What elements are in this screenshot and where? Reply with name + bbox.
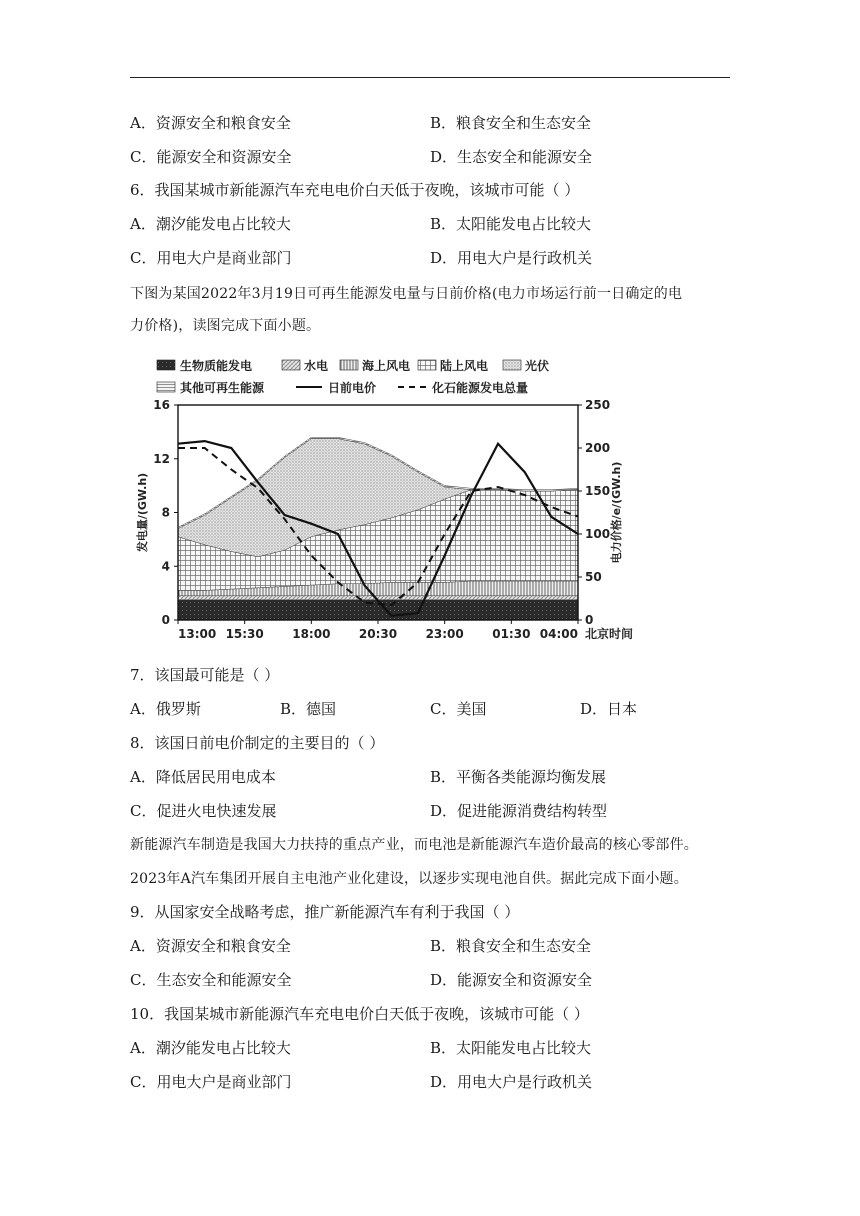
intro1-line2: 力价格)，读图完成下面小题。	[130, 318, 321, 334]
legend-swatch-offshore	[340, 360, 358, 370]
q6-option-a[interactable]: A．潮汐能发电占比较大	[130, 215, 291, 233]
x-tick-label: 13:00	[178, 627, 217, 641]
legend-label-offshore: 海上风电	[362, 359, 411, 373]
x-tick-label: 15:30	[225, 627, 264, 641]
legend-swatch-hydro	[282, 360, 300, 370]
q9-stem: 9．从国家安全战略考虑，推广新能源汽车有利于我国（ ）	[130, 903, 520, 921]
q5-option-d[interactable]: D．生态安全和能源安全	[430, 148, 593, 166]
y-left-tick-label: 0	[161, 613, 170, 627]
legend-swatch-biomass	[157, 360, 175, 370]
q6-options-row1	[130, 213, 730, 235]
y-right-tick-label: 50	[585, 570, 602, 584]
q10-stem: 10．我国某城市新能源汽车充电电价白天低于夜晚，该城市可能（ ）	[130, 1005, 589, 1023]
y-right-tick-label: 250	[585, 398, 611, 412]
x-tick-label: 04:00	[539, 627, 578, 641]
y-right-tick-label: 200	[585, 441, 611, 455]
x-tick-label: 20:30	[358, 627, 398, 641]
y-left-tick-label: 12	[153, 451, 170, 466]
header-rule	[130, 77, 730, 78]
intro1-line1: 下图为某国2022年3月19日可再生能源发电量与日前价格(电力市场运行前一日确定的电	[130, 286, 683, 302]
q9-option-d[interactable]: D．能源安全和资源安全	[430, 971, 593, 989]
intro2-line2: 2023年A汽车集团开展自主电池产业化建设，以逐步实现电池自供。据此完成下面小题。	[130, 871, 688, 887]
area-biomass	[178, 600, 578, 620]
x-axis-label: 北京时间	[585, 627, 634, 641]
q10-option-a[interactable]: A．潮汐能发电占比较大	[130, 1039, 291, 1057]
legend-label-pv: 光伏	[525, 359, 550, 373]
y-left-tick-label: 16	[153, 398, 170, 412]
q5-option-b[interactable]: B．粮食安全和生态安全	[430, 114, 592, 132]
y-axis-right-label: 电力价格/e/(GW.h)	[610, 461, 623, 564]
legend-swatch-onshore	[418, 360, 436, 370]
legend-label-fossil: 化石能源发电总量	[432, 381, 529, 395]
q5-options-row1	[130, 112, 730, 134]
q9-options-row2	[130, 969, 730, 991]
q7-option-c[interactable]: C．美国	[430, 700, 487, 718]
y-right-tick-label: 0	[585, 613, 594, 627]
q10-options-row1	[130, 1037, 730, 1059]
x-tick-label: 18:00	[292, 627, 331, 641]
q5-options-row2	[130, 146, 730, 168]
q6-option-d[interactable]: D．用电大户是行政机关	[430, 249, 593, 267]
q5-option-a[interactable]: A．资源安全和粮食安全	[130, 114, 291, 132]
q10-option-b[interactable]: B．太阳能发电占比较大	[430, 1039, 592, 1057]
legend-label-onshore: 陆上风电	[440, 359, 489, 373]
chart-legend	[157, 358, 549, 395]
x-tick-label: 23:00	[425, 627, 464, 641]
q8-option-d[interactable]: D．促进能源消费结构转型	[430, 802, 608, 820]
y-left-tick-label: 8	[161, 505, 170, 520]
legend-label-other: 其他可再生能源	[180, 381, 265, 395]
y-left-tick-label: 4	[161, 559, 170, 574]
q7-stem: 7．该国最可能是（ ）	[130, 666, 280, 684]
q8-options-row1	[130, 766, 730, 788]
q8-stem: 8．该国日前电价制定的主要目的（ ）	[130, 734, 385, 752]
x-tick-label: 01:30	[492, 627, 531, 641]
legend-label-hydro: 水电	[304, 359, 329, 373]
y-right-tick-label: 150	[585, 484, 611, 498]
q10-option-c[interactable]: C．用电大户是商业部门	[130, 1073, 292, 1091]
q7-option-a[interactable]: A．俄罗斯	[130, 700, 201, 718]
q6-option-c[interactable]: C．用电大户是商业部门	[130, 249, 292, 267]
q7-option-d[interactable]: D．日本	[580, 700, 638, 718]
q9-options-row1	[130, 935, 730, 957]
q8-option-a[interactable]: A．降低居民用电成本	[130, 768, 276, 786]
q5-option-c[interactable]: C．能源安全和资源安全	[130, 148, 292, 166]
q8-option-c[interactable]: C．促进火电快速发展	[130, 802, 277, 820]
q9-option-a[interactable]: A．资源安全和粮食安全	[130, 937, 291, 955]
q7-options-row	[130, 698, 730, 720]
q10-option-d[interactable]: D．用电大户是行政机关	[430, 1073, 593, 1091]
energy-chart	[130, 350, 650, 650]
q6-options-row2	[130, 247, 730, 269]
legend-label-price: 日前电价	[328, 381, 377, 395]
q6-option-b[interactable]: B．太阳能发电占比较大	[430, 215, 592, 233]
q10-options-row2	[130, 1071, 730, 1093]
plot-area	[178, 437, 578, 620]
q9-option-c[interactable]: C．生态安全和能源安全	[130, 971, 292, 989]
q6-stem: 6．我国某城市新能源汽车充电电价白天低于夜晚，该城市可能（ ）	[130, 181, 580, 199]
q8-options-row2	[130, 800, 730, 822]
legend-swatch-pv	[503, 360, 521, 370]
q8-option-b[interactable]: B．平衡各类能源均衡发展	[430, 768, 607, 786]
intro2-line1: 新能源汽车制造是我国大力扶持的重点产业，而电池是新能源汽车造价最高的核心零部件。	[130, 837, 698, 853]
q9-option-b[interactable]: B．粮食安全和生态安全	[430, 937, 592, 955]
y-right-tick-label: 100	[585, 527, 611, 541]
legend-label-biomass: 生物质能发电	[180, 359, 253, 373]
q7-option-b[interactable]: B．德国	[280, 700, 337, 718]
legend-swatch-other	[157, 382, 175, 392]
y-axis-left-label: 发电量/(GW.h)	[136, 472, 149, 553]
